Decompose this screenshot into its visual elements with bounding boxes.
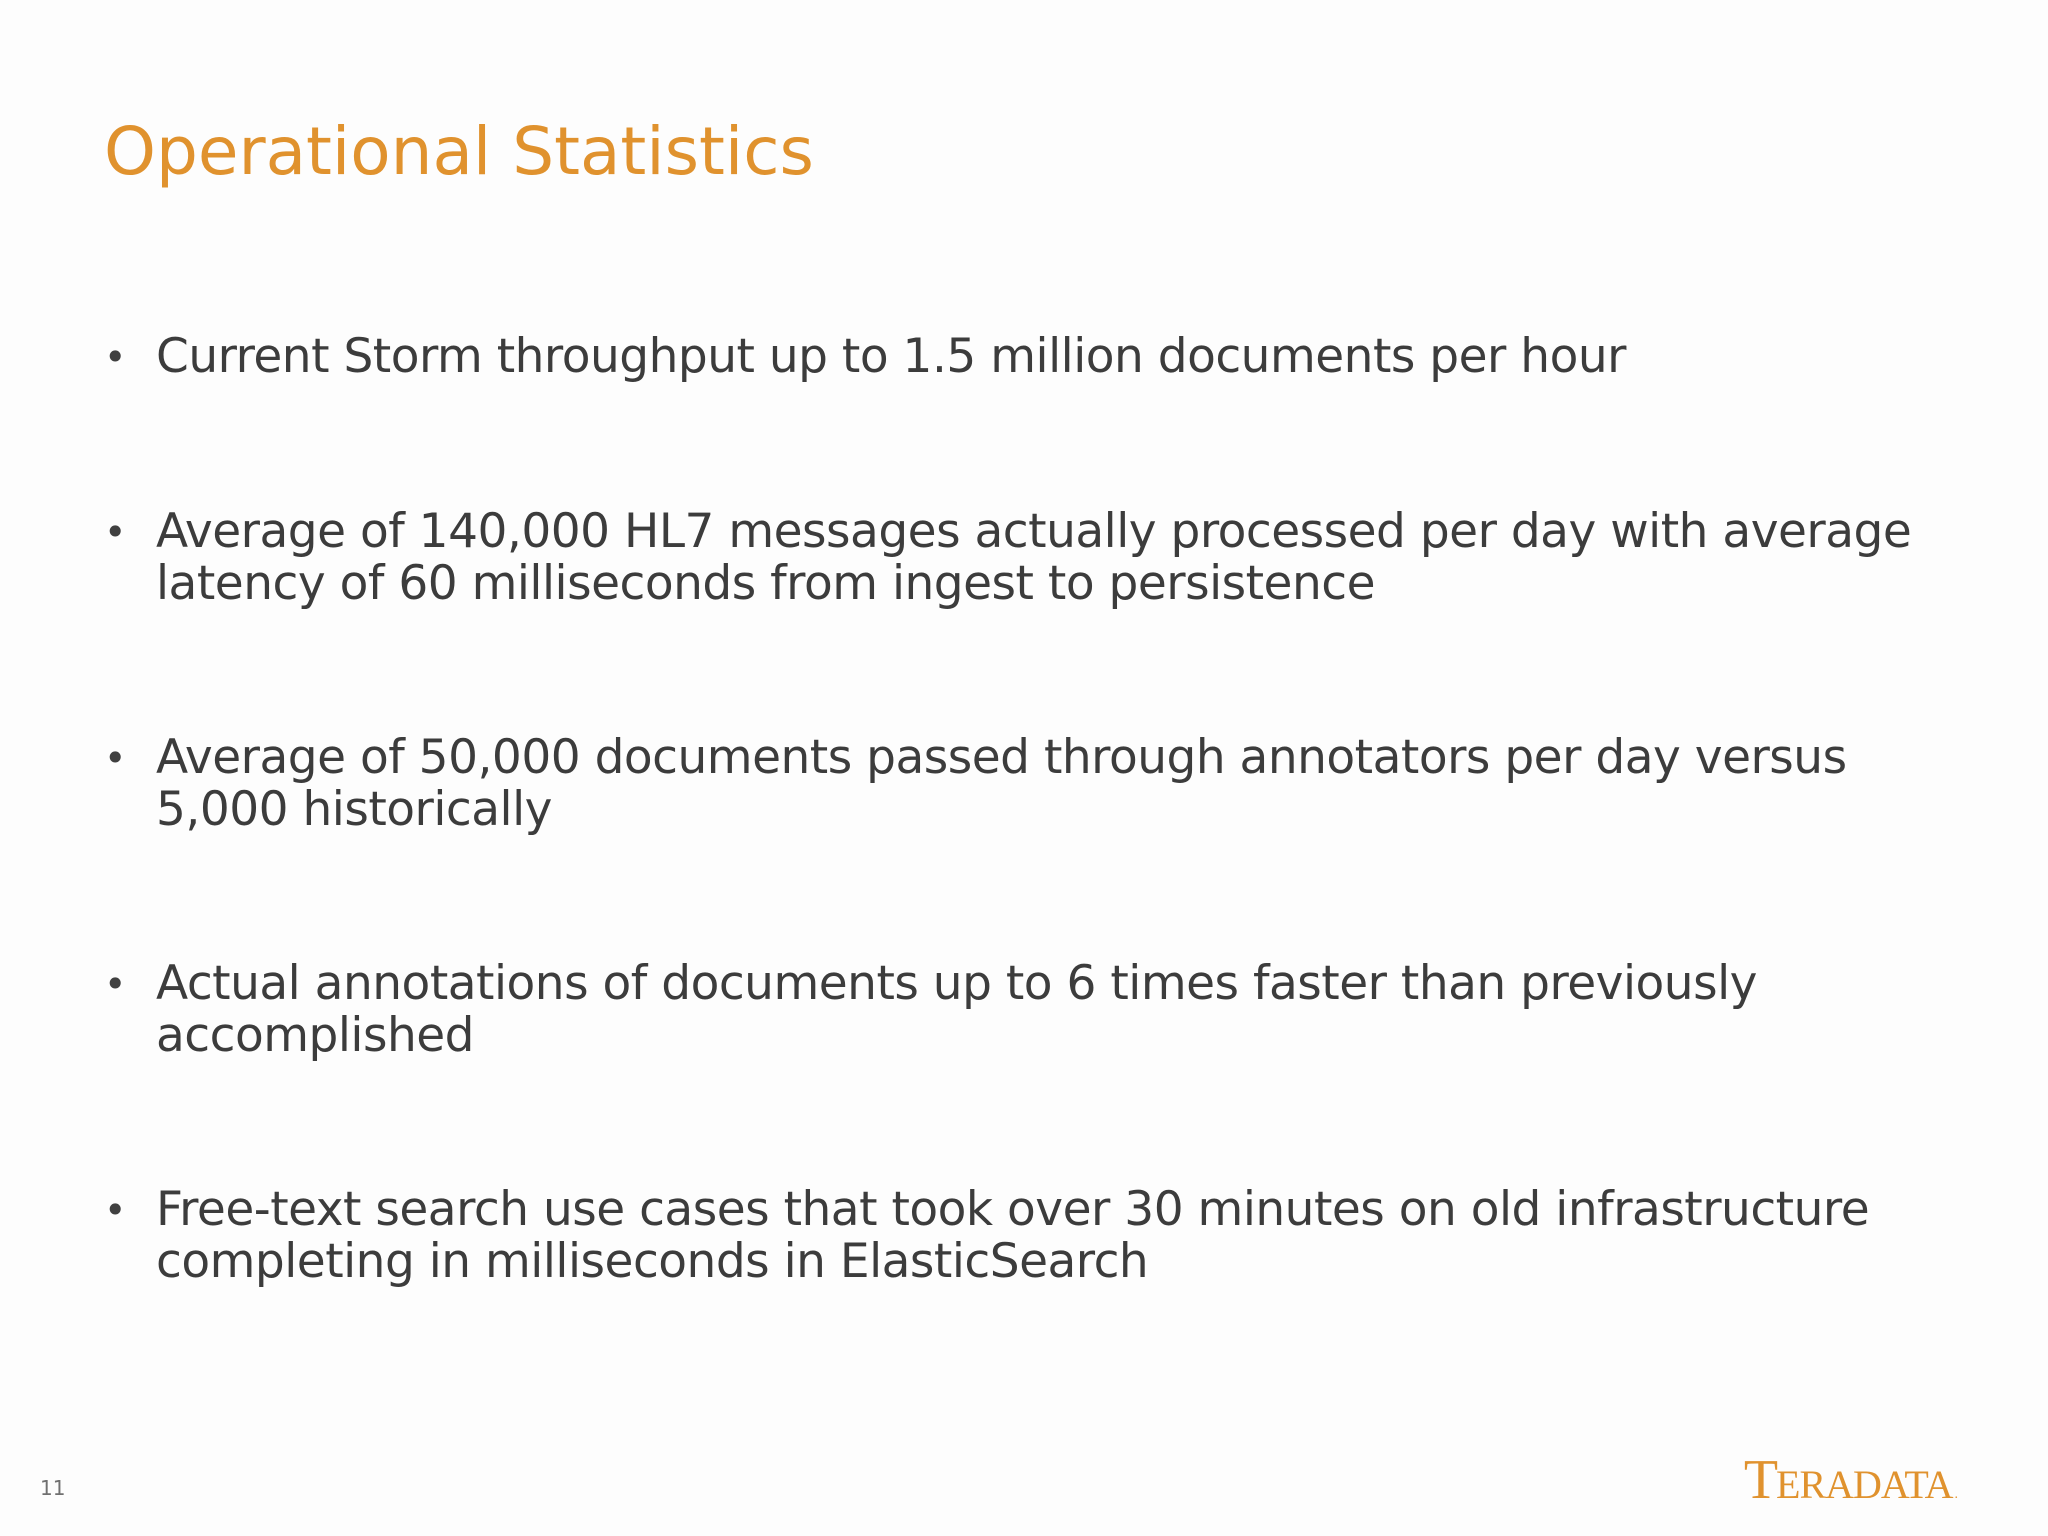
bullet-text: Current Storm throughput up to 1.5 million documents per hour (156, 329, 1626, 384)
bullet-item (104, 1184, 1944, 1288)
bullet-marker: • (104, 335, 127, 379)
teradata-logo (1743, 1449, 1958, 1513)
logo-registered-mark: . (1954, 1487, 1958, 1502)
bullet-item (104, 331, 1944, 383)
bullet-marker: • (104, 1188, 127, 1232)
bullet-marker: • (104, 736, 127, 780)
bullet-marker: • (104, 510, 127, 554)
bullet-item (104, 958, 1944, 1062)
bullet-item (104, 732, 1944, 836)
slide-title: Operational Statistics (104, 113, 814, 190)
bullet-text: Average of 50,000 documents passed through annotators per day versus 5,000 historically (156, 730, 1847, 837)
page-number: 11 (40, 1476, 66, 1500)
logo-initial: T (1743, 1449, 1777, 1511)
bullet-text: Actual annotations of documents up to 6 times faster than previously accomplished (156, 956, 1757, 1063)
bullet-text: Free-text search use cases that took over 30 minutes on old infrastructure completing in milliseconds in ElasticSearch (156, 1182, 1870, 1289)
bullet-marker: • (104, 962, 127, 1006)
bullet-item (104, 506, 1944, 610)
logo-wordmark: ERADATA (1776, 1462, 1953, 1507)
bullet-text: Average of 140,000 HL7 messages actually processed per day with average latency of 60 milliseconds from ingest to persistence (156, 504, 1912, 611)
